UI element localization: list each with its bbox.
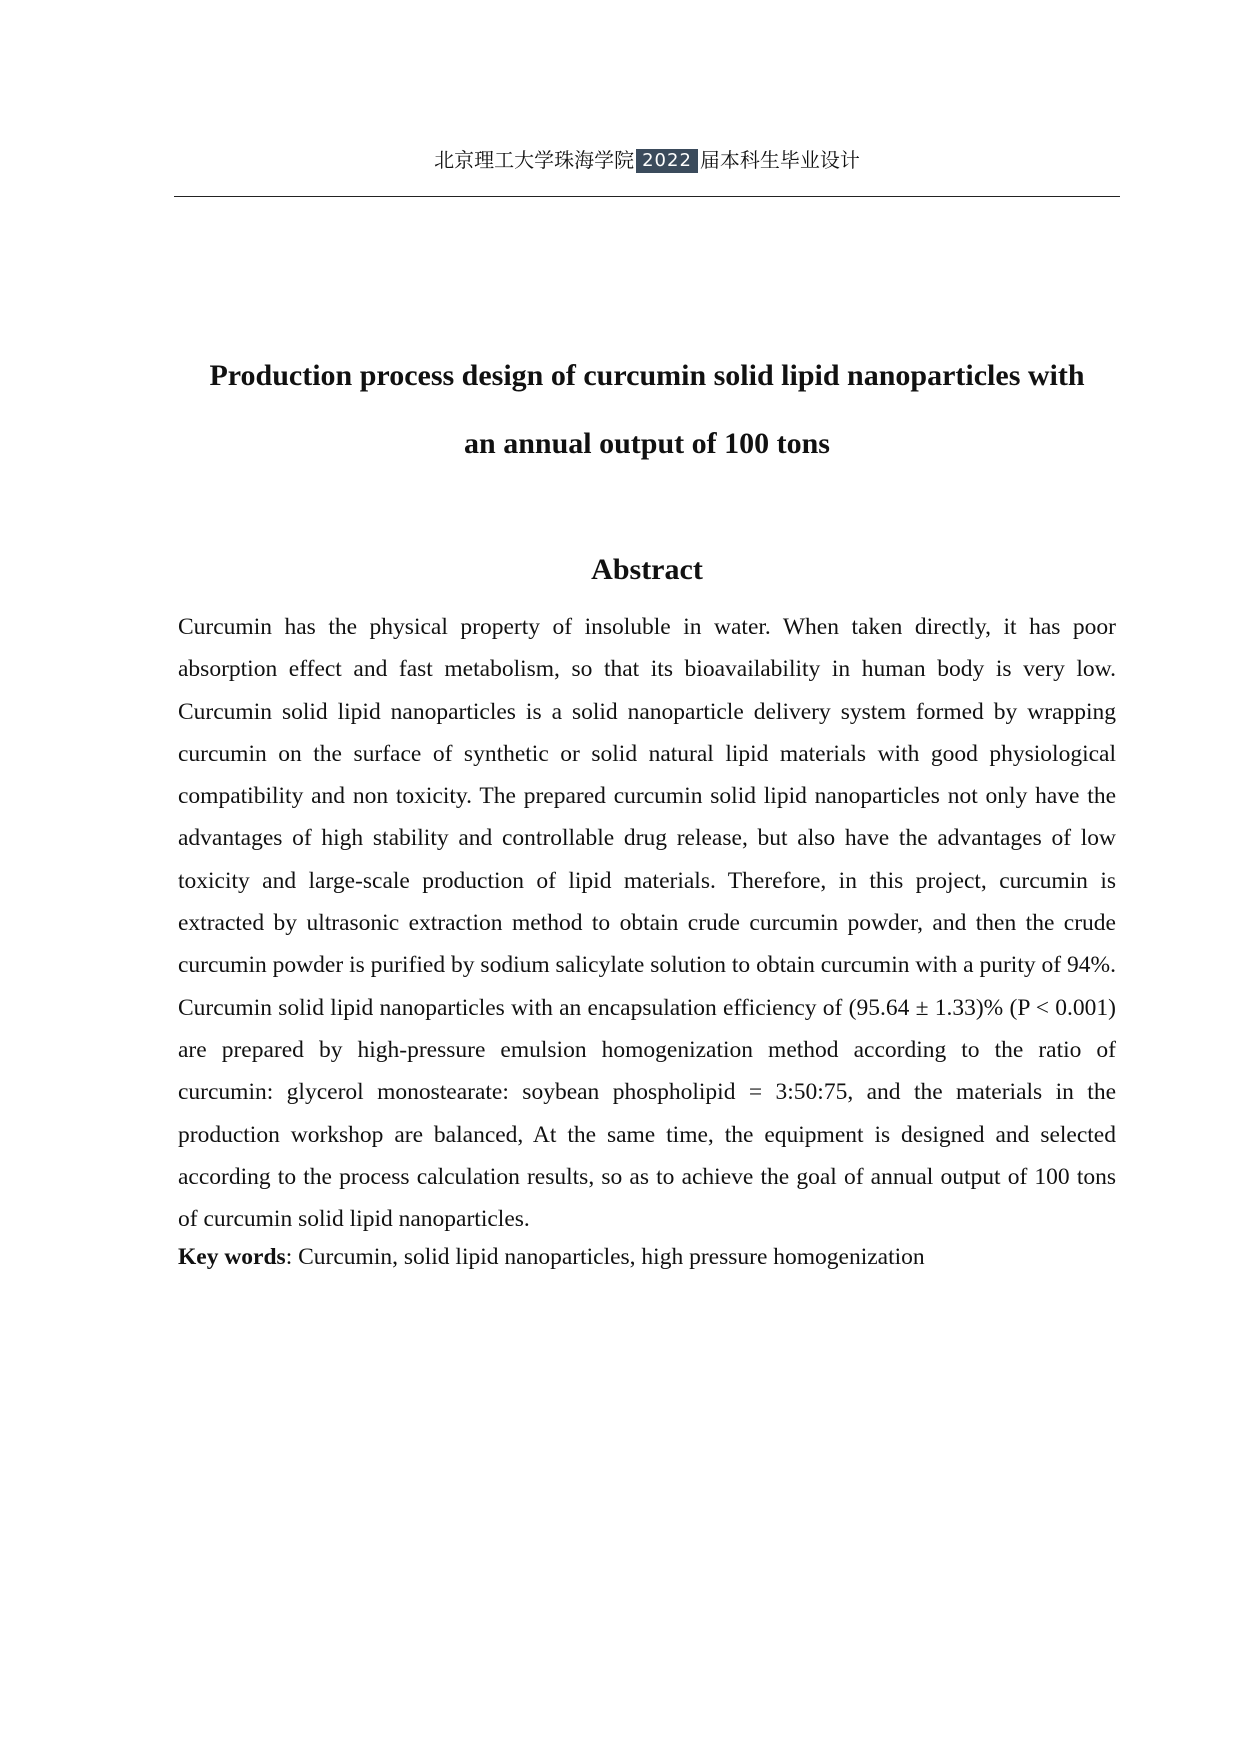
keywords-separator: : (285, 1244, 299, 1270)
paper-title-line-2: an annual output of 100 tons (464, 427, 830, 460)
keywords-label: Key words (178, 1244, 286, 1270)
keywords-line (178, 1236, 1116, 1278)
header-suffix: 届本科生毕业设计 (699, 148, 860, 172)
header-divider (174, 196, 1120, 197)
paper-title (174, 342, 1120, 478)
abstract-body: Curcumin has the physical property of insoluble in water. When taken directly, it has poor absorption effect and fast metabolism, so that its bioavailability in human body is very low. Curcumin solid lipid nanoparticles is a solid nanoparticle delivery system formed by wrapping curcumin on the surface of synthetic or solid natural lipid materials with good physiological compatibility and non toxicity. The prepared curcumin solid lipid nanoparticles not only have the advantages of high stability and controllable drug release, but also have the advantages of low toxicity and large-scale production of lipid materials. Therefore, in this project, curcumin is extracted by ultrasonic extraction method to obtain crude curcumin powder, and then the crude curcumin powder is purified by sodium salicylate solution to obtain curcumin with a purity of 94%. Curcumin solid lipid nanoparticles with an encapsulation efficiency of (95.64 ± 1.33)% (P < 0.001) are prepared by high-pressure emulsion homogenization method according to the ratio of curcumin: glycerol monostearate: soybean phospholipid = 3:50:75, and the materials in the production workshop are balanced, At the same time, the equipment is designed and selected according to the process calculation results, so as to achieve the goal of annual output of 100 tons of curcumin solid lipid nanoparticles. (178, 614, 1116, 1233)
page-header (174, 138, 1120, 182)
abstract-heading: Abstract (591, 553, 703, 586)
paper-title-line-1: Production process design of curcumin solid lipid nanoparticles with (209, 359, 1085, 392)
keywords-value: Curcumin, solid lipid nanoparticles, high pressure homogenization (298, 1244, 925, 1270)
header-school: 北京理工大学珠海学院 (434, 148, 635, 172)
header-year-badge: 2022 (636, 149, 698, 173)
